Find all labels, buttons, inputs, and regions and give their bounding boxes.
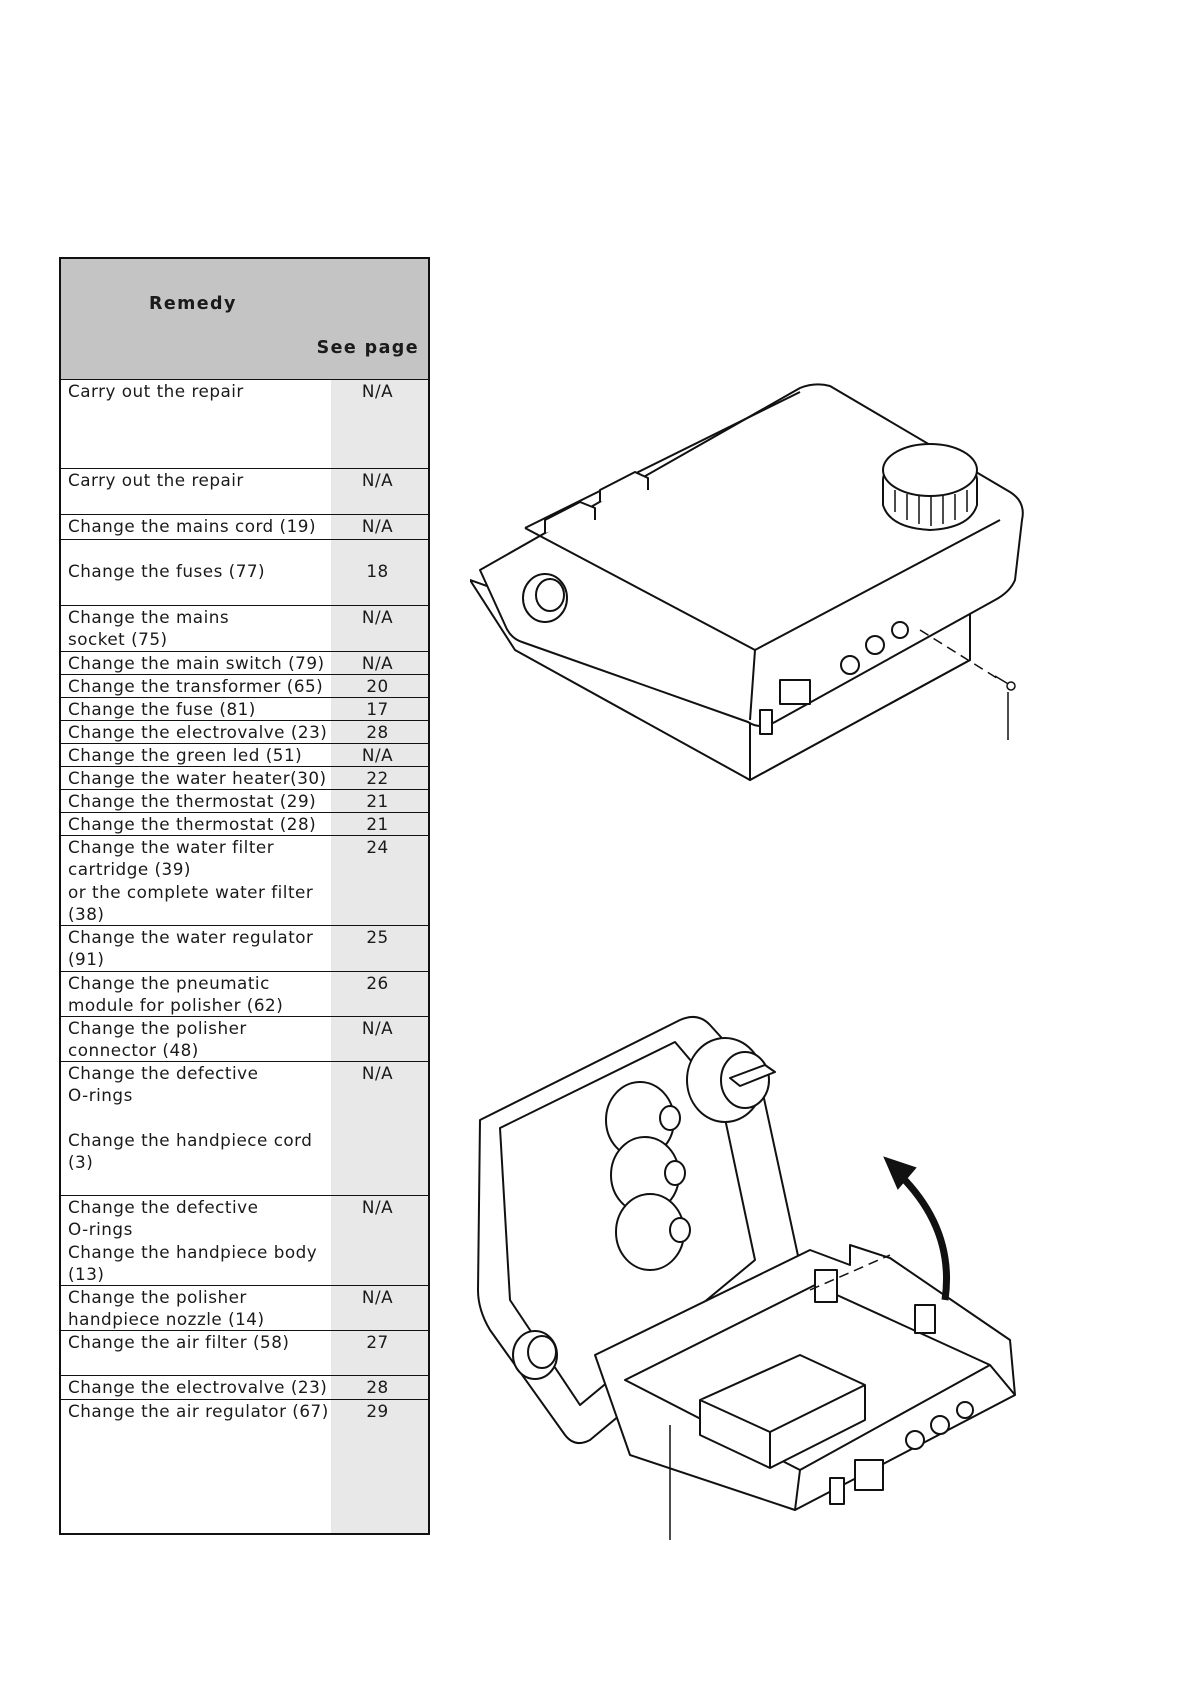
table-row — [61, 972, 428, 1017]
remedy-cell: Carry out the repair — [68, 470, 244, 490]
remedy-cell: Change the pneumatic module for polisher (62) — [68, 973, 284, 1016]
page-cell: 28 — [366, 722, 389, 742]
remedy-cell: Change the mains socket (75) — [68, 607, 230, 650]
table-row — [61, 836, 428, 926]
opened-unit-drawing — [470, 1000, 1050, 1540]
table-row — [61, 744, 428, 767]
table-row — [61, 1376, 428, 1400]
remedy-cell: Change the main switch (79) — [68, 653, 325, 673]
page-cell: 22 — [366, 768, 389, 788]
remedy-cell: Change the thermostat (28) — [68, 814, 317, 834]
remedy-cell: Change the mains cord (19) — [68, 516, 316, 536]
remedy-cell: Carry out the repair — [68, 381, 244, 401]
table-row — [61, 380, 428, 469]
table-row — [61, 515, 428, 540]
page-cell: N/A — [361, 516, 394, 536]
page-cell: 26 — [366, 973, 389, 993]
table-row — [61, 1331, 428, 1376]
table-body — [61, 380, 428, 1533]
page-cell: 18 — [366, 561, 389, 581]
page-cell: N/A — [361, 1063, 394, 1083]
table-row — [61, 652, 428, 675]
remedy-cell: Change the fuses (77) — [68, 561, 266, 581]
remedy-cell: Change the electrovalve (23) — [68, 1377, 328, 1397]
table-header — [61, 259, 428, 380]
remedy-table — [59, 257, 430, 1535]
remedy-cell: Change the electrovalve (23) — [68, 722, 328, 742]
remedy-cell: Change the air regulator (67) — [68, 1401, 329, 1421]
page-cell: N/A — [361, 1287, 394, 1307]
opened-unit-illustration — [470, 1000, 1050, 1540]
remedy-cell: Change the polisher handpiece nozzle (14) — [68, 1287, 265, 1330]
page-cell: 25 — [366, 927, 389, 947]
table-row — [61, 1286, 428, 1331]
page-cell: 17 — [366, 699, 389, 719]
page-cell: 27 — [366, 1332, 389, 1352]
remedy-cell: Change the water regulator (91) — [68, 927, 314, 970]
table-row — [61, 675, 428, 698]
page-cell: N/A — [361, 653, 394, 673]
table-row — [61, 926, 428, 972]
remedy-column-header: Remedy — [149, 294, 237, 314]
closed-unit-illustration — [470, 380, 1050, 800]
page-cell: N/A — [361, 1018, 394, 1038]
page-cell: N/A — [361, 470, 394, 490]
remedy-cell: Change the defective O-rings Change the handpiece cord (3) — [68, 1063, 313, 1173]
remedy-cell: Change the water heater(30) — [68, 768, 327, 788]
table-row — [61, 606, 428, 652]
remedy-cell: Change the thermostat (29) — [68, 791, 317, 811]
remedy-cell: Change the green led (51) — [68, 745, 303, 765]
remedy-cell: Change the water filter cartridge (39) or the complete water filter (38) — [68, 837, 314, 924]
page-cell: N/A — [361, 381, 394, 401]
table-row — [61, 698, 428, 721]
page-cell: 29 — [366, 1401, 389, 1421]
page-cell: 21 — [366, 791, 389, 811]
table-row — [61, 540, 428, 606]
table-row — [61, 767, 428, 790]
page-cell: N/A — [361, 1197, 394, 1217]
remedy-cell: Change the air filter (58) — [68, 1332, 290, 1352]
remedy-cell: Change the transformer (65) — [68, 676, 324, 696]
table-row — [61, 721, 428, 744]
table-row — [61, 1400, 428, 1533]
remedy-cell: Change the fuse (81) — [68, 699, 256, 719]
remedy-cell: Change the defective O-rings Change the handpiece body (13) — [68, 1197, 318, 1284]
page-cell: 28 — [366, 1377, 389, 1397]
table-row — [61, 1062, 428, 1196]
table-row — [61, 1196, 428, 1286]
table-row — [61, 1017, 428, 1062]
page-cell: N/A — [361, 607, 394, 627]
page-cell: 20 — [366, 676, 389, 696]
page-cell: 24 — [366, 837, 389, 857]
remedy-cell: Change the polisher connector (48) — [68, 1018, 247, 1061]
closed-unit-drawing — [470, 380, 1050, 800]
see-page-column-header: See page — [316, 338, 419, 358]
table-row — [61, 813, 428, 836]
page-cell: 21 — [366, 814, 389, 834]
page-cell: N/A — [361, 745, 394, 765]
table-row — [61, 790, 428, 813]
table-row — [61, 469, 428, 515]
